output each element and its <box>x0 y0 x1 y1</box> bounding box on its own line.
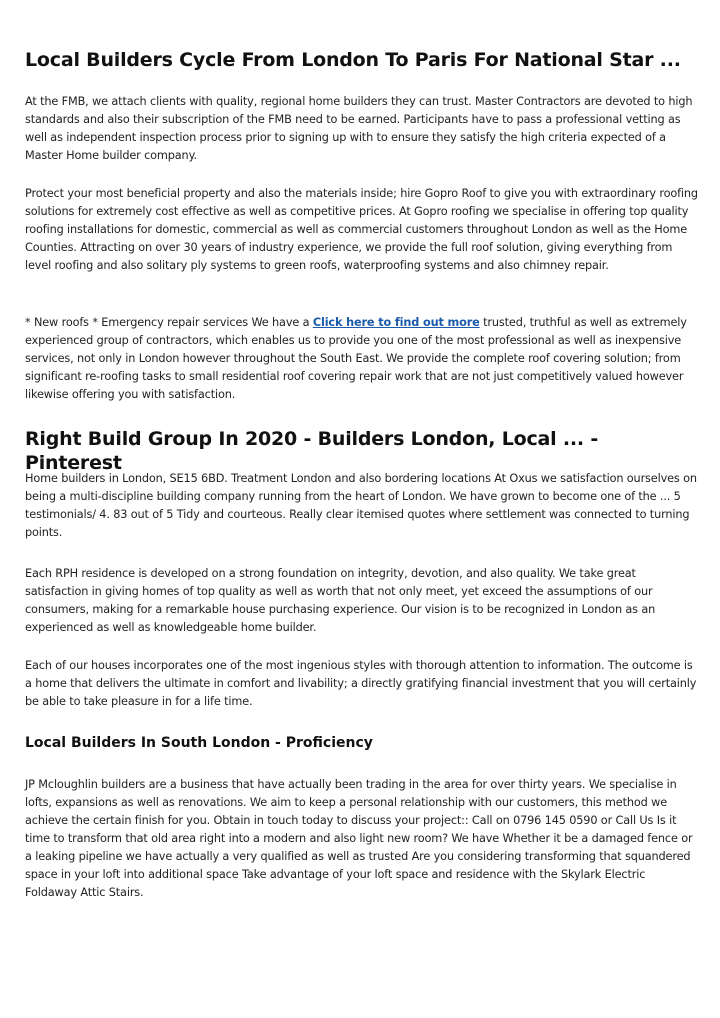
paragraph: Each RPH residence is developed on a strong foundation on integrity, devotion, and also quality. We take great satisfaction in giving homes of top quality as well as worth that not only meet, yet exceed the assumptions of our consumers, making for a remarkable house purchasing experience. Our vision is to be recognized in London as an experienced as well as knowledgeable home builder. <box>25 567 656 634</box>
paragraph: Home builders in London, SE15 6BD. Treatment London and also bordering locations At Oxus we satisfaction ourselves on being a multi-discipline building company running from the heart of London. We have grown to become one of the ... 5 testimonials/ 4. 83 out of 5 Tidy and courteous. Really clear itemised quotes where settlement was connected to turning points. <box>25 472 697 539</box>
section-heading-2: Right Build Group In 2020 - Builders London, Local ... - Pinterest <box>25 428 599 474</box>
find-out-more-link[interactable]: Click here to find out more <box>312 316 480 329</box>
paragraph: At the FMB, we attach clients with quality, regional home builders they can trust. Master Contractors are devoted to high standards and also their subscription of the FMB need to be earned. Participants have to pass a professional vetting as well as independent inspection process prior to signing up with to ensure they satisfy the high criteria expected of a Master Home builder company. <box>25 95 693 162</box>
paragraph: Each of our houses incorporates one of the most ingenious styles with thorough attention to information. The outcome is a home that delivers the ultimate in comfort and livability; a directly gratifying financial investment that you will certainly be able to take pleasure in for a life time. <box>25 659 697 708</box>
paragraph-text-after-link: trusted, truthful as well as extremely experienced group of contractors, which enables us to provide you one of the most professional as well as inexpensive services, not only in London however throughout the South East. We provide the complete roof covering solution; from significant re-roofing tasks to small residential roof covering repair work that are not just competitively valued however likewise offering you with satisfaction. <box>25 316 687 401</box>
paragraph-text-before-link: * New roofs * Emergency repair services We have a <box>25 316 313 329</box>
paragraph: Protect your most beneficial property and also the materials inside; hire Gopro Roof to give you with extraordinary roofing solutions for extremely cost effective as well as competitive prices. At Gopro roofing we specialise in offering top quality roofing installations for domestic, commercial as well as commercial customers throughout London as well as the Home Counties. Attracting on over 30 years of industry experience, we provide the full roof solution, giving everything from level roofing and also solitary ply systems to green roofs, waterproofing systems and also chimney repair. <box>25 187 698 272</box>
paragraph: JP Mcloughlin builders are a business that have actually been trading in the area for over thirty years. We specialise in lofts, expansions as well as renovations. We aim to keep a personal relationship with our customers, this method we achieve the certain finish for you. Obtain in touch today to discuss your project:: Call on 0796 145 0590 or Call Us Is it time to transform that old area right into a modern and also light new room? We have Whether it be a damaged fence or a leaking pipeline we have actually a very qualified as well as trusted Are you considering transforming that squandered space in your loft into additional space Take advantage of your loft space and residence with the Skylark Electric Foldaway Attic Stairs. <box>25 778 693 899</box>
section-heading-3: Local Builders In South London - Proficiency <box>25 735 373 751</box>
paragraph-with-link <box>25 314 700 404</box>
section-heading-1: Local Builders Cycle From London To Paris For National Star ... <box>25 49 681 71</box>
